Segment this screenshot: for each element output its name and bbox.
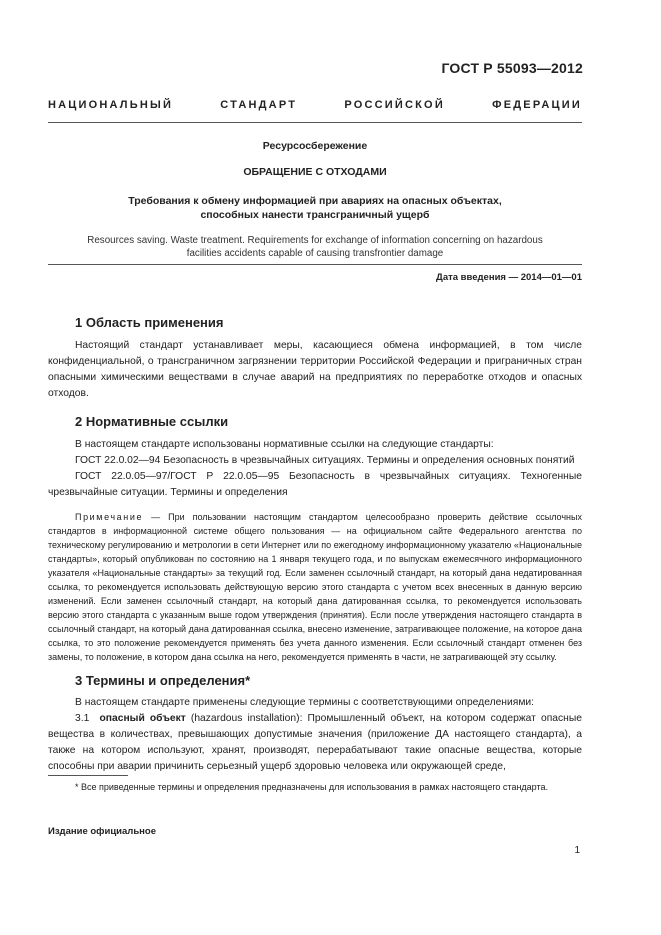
header-divider xyxy=(48,122,582,123)
section-1-body xyxy=(48,338,582,402)
official-edition: Издание официальное xyxy=(48,826,156,837)
footnote-divider xyxy=(48,775,128,776)
gost-number: ГОСТ Р 55093—2012 xyxy=(441,60,583,76)
section-1-text: Настоящий стандарт устанавливает меры, касающиеся обмена информацией, в том числе конфиденциальной, о трансграничном загрязнении территории Российской Федерации и приграничных стран опасными химическими веществами в случае аварий на предприятиях по переработке отходов и опасных отходов. xyxy=(48,340,582,399)
section-3-body xyxy=(48,695,582,775)
section-2-intro: В настоящем стандарте использованы нормативные ссылки на следующие стандарты: xyxy=(75,439,494,450)
title-line-2: ОБРАЩЕНИЕ С ОТХОДАМИ xyxy=(243,166,387,178)
english-title-b: facilities accidents capable of causing transfrontier damage xyxy=(186,248,444,259)
title-line-3 xyxy=(48,194,582,222)
section-2-body xyxy=(48,437,582,501)
english-title xyxy=(48,234,582,260)
section-1-heading: 1 Область применения xyxy=(75,315,224,330)
footnote-text: * Все приведенные термины и определения предназначены для использования в рамках настоящего стандарта. xyxy=(75,782,549,792)
section-2-heading: 2 Нормативные ссылки xyxy=(75,414,229,429)
page-number: 1 xyxy=(574,845,580,856)
term-number: 3.1 xyxy=(75,713,90,724)
english-title-a: Resources saving. Waste treatment. Requirements for exchange of information concerning on hazardous xyxy=(87,235,543,246)
section-3-intro: В настоящем стандарте применены следующие термины с соответствующими определениями: xyxy=(75,697,535,708)
national-standard-banner: НАЦИОНАЛЬНЫЙ СТАНДАРТ РОССИЙСКОЙ ФЕДЕРАЦИИ xyxy=(48,99,582,111)
title-divider xyxy=(48,264,582,265)
section-2-note xyxy=(48,510,582,664)
note-label: Примечание xyxy=(75,512,144,522)
note-text: — При пользовании настоящим стандартом целесообразно проверить действие ссылочных стандартов в информационной системе общего пользования — на официальном сайте Федерального агентства по техническому регулированию и метрологии в сети Интернет или по ежегодному информационному указателю «Национальные стандарты», который опубликован по состоянию на 1 января текущего года, и по выпускам ежемесячного информационного указателя «Национальные стандарты» за текущий год. Если заменен ссылочный стандарт, на который дана недатированная ссылка, то рекомендуется использовать действующую версию этого стандарта с учетом всех внесенных в данную версию изменений. Если заменен ссылочный стандарт, на который дана датированная ссылка, то рекомендуется использовать версию этого стандарта с указанным выше годом утверждения (принятия). Если после утверждения настоящего стандарта в ссылочный стандарт, на который дана датированная ссылка, внесено изменение, затрагивающее положение, на которое дана ссылка, то это положение рекомендуется применять без учета данного изменения. Если ссылочный стандарт отменен без замены, то положение, в котором дана ссылка на него, рекомендуется применять в части, не затрагивающей эту ссылку. xyxy=(48,512,582,662)
section-2-ref-2: ГОСТ 22.0.05—97/ГОСТ Р 22.0.05—95 Безопасность в чрезвычайных ситуациях. Техногенные чрезвычайные ситуации. Термины и определения xyxy=(48,471,582,498)
term-name: опасный объект xyxy=(99,713,186,724)
section-3-heading: 3 Термины и определения* xyxy=(75,673,251,688)
section-2-ref-1: ГОСТ 22.0.02—94 Безопасность в чрезвычайных ситуациях. Термины и определения основных понятий xyxy=(75,455,575,466)
footnote xyxy=(48,781,582,794)
term-definition: (hazardous installation): Промышленный объект, на котором содержат опасные вещества в количествах, превышающих допустимые значения (приложение ДА настоящего стандарта), а также на котором используют, хранят, производят, перерабатывают такие опасные вещества, которые способны при аварии причинить серьезный ущерб здоровью человека или окружающей среде, xyxy=(48,713,582,772)
title-line-3a: Требования к обмену информацией при авариях на опасных объектах, xyxy=(128,195,502,207)
title-line-1: Ресурсосбережение xyxy=(262,140,368,152)
effective-date: Дата введения — 2014—01—01 xyxy=(436,272,582,283)
title-line-3b: способных нанести трансграничный ущерб xyxy=(200,209,430,221)
section-3-term-3-1 xyxy=(48,711,582,775)
